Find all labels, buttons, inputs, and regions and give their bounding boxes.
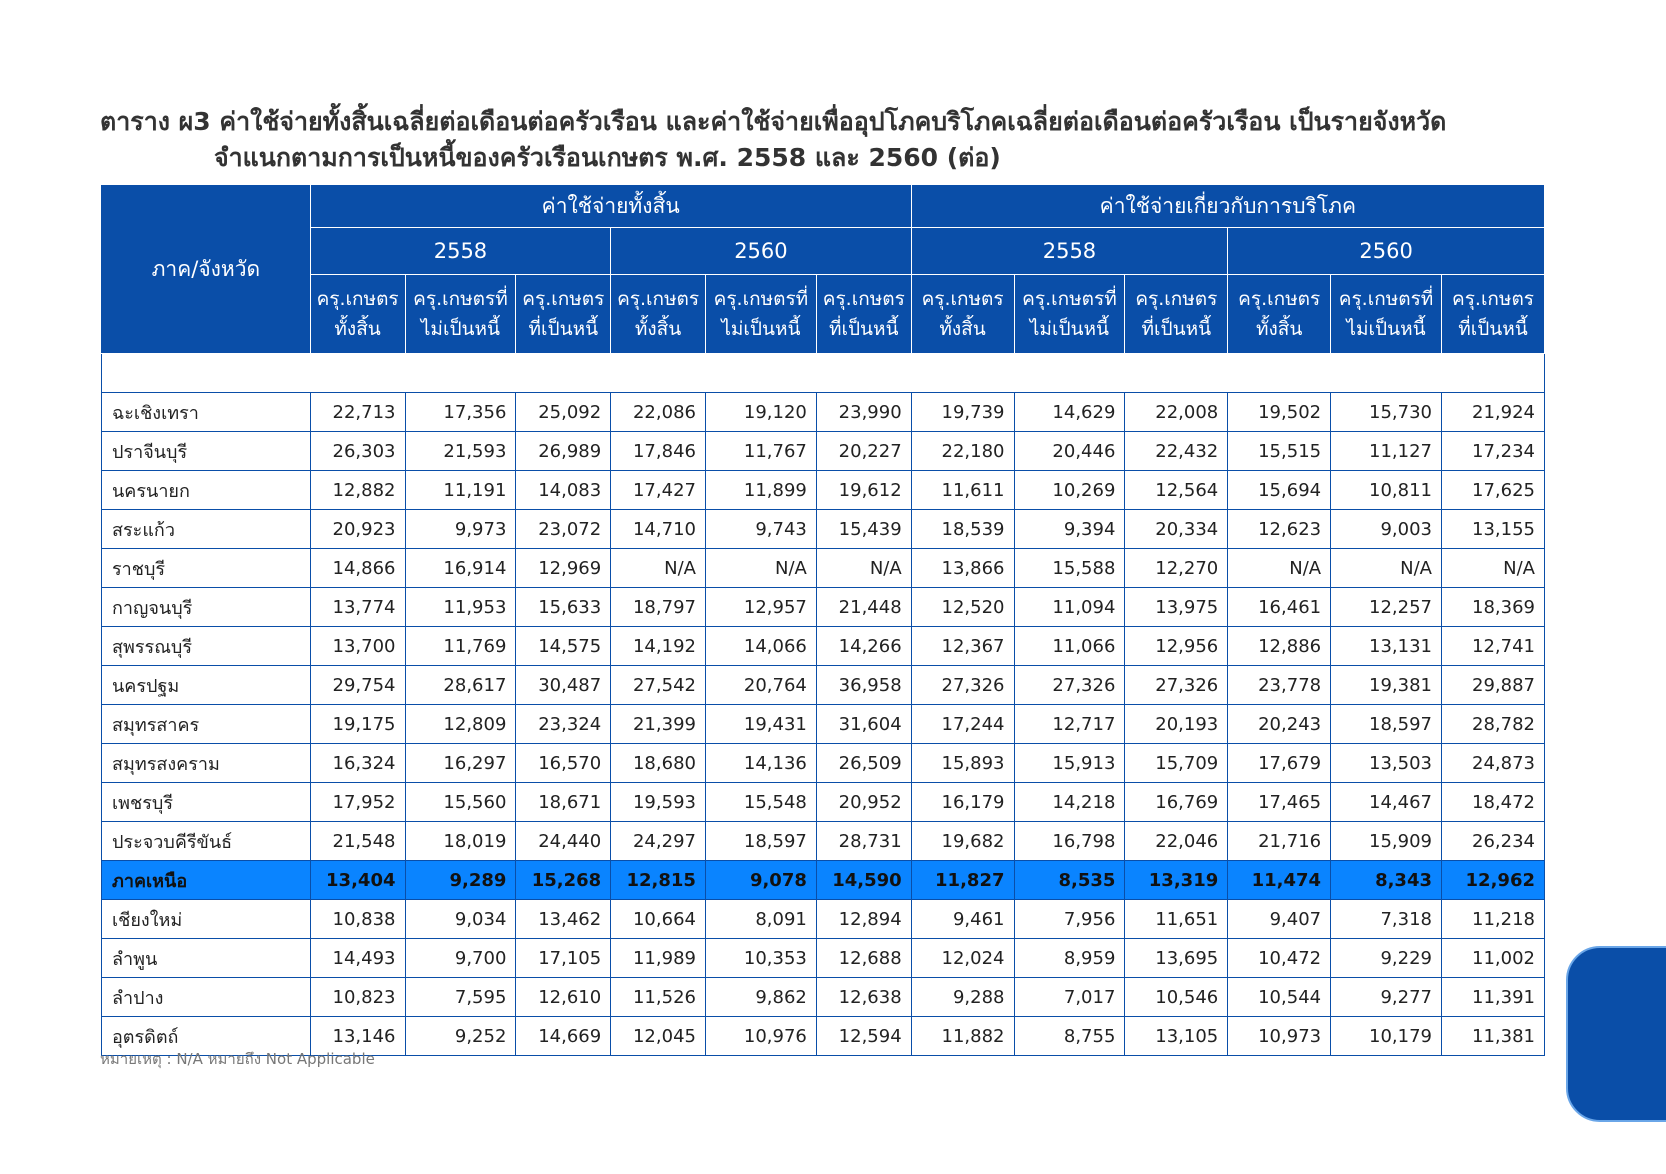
province-name: นครปฐม <box>102 666 311 705</box>
value-cell: 17,952 <box>310 783 405 822</box>
value-cell: 12,638 <box>816 978 911 1017</box>
value-cell: 14,066 <box>705 627 816 666</box>
header-subcolumn <box>611 275 706 354</box>
footnote: หมายเหตุ : N/A หมายถึง Not Applicable <box>100 1050 375 1068</box>
value-cell: 7,595 <box>405 978 516 1017</box>
value-cell: 26,303 <box>310 432 405 471</box>
header-year: 2558 <box>310 228 610 275</box>
value-cell: 16,461 <box>1228 588 1331 627</box>
header-subcolumn-line2: ทั้งสิ้น <box>334 318 381 340</box>
value-cell: 14,218 <box>1014 783 1125 822</box>
value-cell: 10,353 <box>705 939 816 978</box>
value-cell: 10,472 <box>1228 939 1331 978</box>
value-cell: 18,797 <box>611 588 706 627</box>
header-subcolumn-line1: ครุ.เกษตร <box>1451 288 1535 310</box>
value-cell: 12,270 <box>1125 549 1228 588</box>
value-cell: 8,755 <box>1014 1017 1125 1056</box>
value-cell: 9,973 <box>405 510 516 549</box>
value-cell: 12,882 <box>310 471 405 510</box>
value-cell: 11,882 <box>911 1017 1014 1056</box>
header-subcolumn-line2: ที่เป็นหนี้ <box>828 318 899 340</box>
header-subcolumn <box>1442 275 1545 354</box>
value-cell: 19,682 <box>911 822 1014 861</box>
table-row <box>102 510 1545 549</box>
value-cell: 14,493 <box>310 939 405 978</box>
value-cell: 14,710 <box>611 510 706 549</box>
value-cell: 14,575 <box>516 627 611 666</box>
value-cell: 11,989 <box>611 939 706 978</box>
header-subcolumn-line1: ครุ.เกษตรที่ <box>1022 288 1117 310</box>
value-cell: 12,045 <box>611 1017 706 1056</box>
province-name: ปราจีนบุรี <box>102 432 311 471</box>
header-subcolumn-line1: ครุ.เกษตร <box>822 288 905 310</box>
value-cell: 9,407 <box>1228 900 1331 939</box>
value-cell: 23,324 <box>516 705 611 744</box>
value-cell: 29,887 <box>1442 666 1545 705</box>
value-cell: 16,179 <box>911 783 1014 822</box>
table-title <box>100 104 1446 176</box>
value-cell: 12,894 <box>816 900 911 939</box>
value-cell: 13,131 <box>1331 627 1442 666</box>
value-cell: 19,593 <box>611 783 706 822</box>
value-cell: N/A <box>816 549 911 588</box>
value-cell: 9,003 <box>1331 510 1442 549</box>
value-cell: 14,136 <box>705 744 816 783</box>
value-cell: 12,957 <box>705 588 816 627</box>
header-subcolumn <box>816 275 911 354</box>
value-cell: 17,625 <box>1442 471 1545 510</box>
value-cell: 12,688 <box>816 939 911 978</box>
value-cell: 24,297 <box>611 822 706 861</box>
province-name: ลำพูน <box>102 939 311 978</box>
value-cell: 13,462 <box>516 900 611 939</box>
table-row-region <box>102 861 1545 900</box>
table-body <box>102 354 1545 1056</box>
value-cell: 15,439 <box>816 510 911 549</box>
value-cell: 11,094 <box>1014 588 1125 627</box>
value-cell: 13,700 <box>310 627 405 666</box>
value-cell: 15,588 <box>1014 549 1125 588</box>
value-cell: 10,823 <box>310 978 405 1017</box>
value-cell: 10,973 <box>1228 1017 1331 1056</box>
value-cell: 19,381 <box>1331 666 1442 705</box>
value-cell: 14,192 <box>611 627 706 666</box>
value-cell: 20,243 <box>1228 705 1331 744</box>
header-year: 2558 <box>911 228 1228 275</box>
header-subcolumn-line2: ที่เป็นหนี้ <box>1458 318 1528 340</box>
value-cell: 25,092 <box>516 393 611 432</box>
value-cell: 27,326 <box>911 666 1014 705</box>
value-cell: 12,969 <box>516 549 611 588</box>
province-name: เชียงใหม่ <box>102 900 311 939</box>
value-cell: 11,391 <box>1442 978 1545 1017</box>
value-cell: 20,334 <box>1125 510 1228 549</box>
value-cell: 13,404 <box>310 861 405 900</box>
value-cell: 11,127 <box>1331 432 1442 471</box>
value-cell: 19,502 <box>1228 393 1331 432</box>
value-cell: 19,120 <box>705 393 816 432</box>
header-subcolumn <box>1125 275 1228 354</box>
value-cell: 20,193 <box>1125 705 1228 744</box>
value-cell: 10,546 <box>1125 978 1228 1017</box>
value-cell: 18,597 <box>1331 705 1442 744</box>
value-cell: 16,570 <box>516 744 611 783</box>
table-row <box>102 939 1545 978</box>
value-cell: 12,520 <box>911 588 1014 627</box>
header-subcolumns <box>102 275 1545 354</box>
header-subcolumn <box>1331 275 1442 354</box>
table-row <box>102 822 1545 861</box>
value-cell: 10,269 <box>1014 471 1125 510</box>
header-subcolumn-line2: ทั้งสิ้น <box>1255 318 1303 340</box>
value-cell: 21,448 <box>816 588 911 627</box>
value-cell: 26,989 <box>516 432 611 471</box>
value-cell: 10,664 <box>611 900 706 939</box>
value-cell: 11,381 <box>1442 1017 1545 1056</box>
value-cell: 17,465 <box>1228 783 1331 822</box>
header-subcolumn-line2: ไม่เป็นหนี้ <box>1346 318 1426 340</box>
title-line-1: ตาราง ผ3 ค่าใช้จ่ายทั้งสิ้นเฉลี่ยต่อเดือนต่อครัวเรือน และค่าใช้จ่ายเพื่ออุปโภคบริโภคเฉลี่ยต่อเดือนต่อครัวเรือน เป็นรายจังหวัด <box>100 107 1447 136</box>
value-cell: 18,472 <box>1442 783 1545 822</box>
header-subcolumn-line2: ที่เป็นหนี้ <box>528 318 599 340</box>
value-cell: 16,769 <box>1125 783 1228 822</box>
value-cell: 9,034 <box>405 900 516 939</box>
header-subcolumn-line1: ครุ.เกษตรที่ <box>1338 288 1434 310</box>
value-cell: 19,431 <box>705 705 816 744</box>
value-cell: 21,924 <box>1442 393 1545 432</box>
value-cell: 15,633 <box>516 588 611 627</box>
value-cell: 12,956 <box>1125 627 1228 666</box>
value-cell: 9,743 <box>705 510 816 549</box>
value-cell: 14,083 <box>516 471 611 510</box>
value-cell: 19,175 <box>310 705 405 744</box>
value-cell: 21,593 <box>405 432 516 471</box>
value-cell: 10,179 <box>1331 1017 1442 1056</box>
header-subcolumn <box>310 275 405 354</box>
header-subcolumn <box>516 275 611 354</box>
value-cell: 8,343 <box>1331 861 1442 900</box>
value-cell: 23,990 <box>816 393 911 432</box>
value-cell: 14,266 <box>816 627 911 666</box>
value-cell: 16,324 <box>310 744 405 783</box>
value-cell: 13,866 <box>911 549 1014 588</box>
header-subcolumn-line1: ครุ.เกษตร <box>1135 288 1218 310</box>
value-cell: 8,959 <box>1014 939 1125 978</box>
value-cell: 27,326 <box>1125 666 1228 705</box>
value-cell: 9,277 <box>1331 978 1442 1017</box>
header-subcolumn-line1: ครุ.เกษตรที่ <box>713 288 809 310</box>
province-name: สุพรรณบุรี <box>102 627 311 666</box>
value-cell: 20,952 <box>816 783 911 822</box>
value-cell: 24,873 <box>1442 744 1545 783</box>
value-cell: 11,827 <box>911 861 1014 900</box>
province-name: อุตรดิตถ์ <box>102 1017 311 1056</box>
value-cell: 11,218 <box>1442 900 1545 939</box>
province-name: เพชรบุรี <box>102 783 311 822</box>
value-cell: N/A <box>611 549 706 588</box>
data-table <box>101 184 1545 1056</box>
table-row <box>102 666 1545 705</box>
value-cell: 18,369 <box>1442 588 1545 627</box>
value-cell: 15,893 <box>911 744 1014 783</box>
header-subcolumn-line1: ครุ.เกษตร <box>316 288 399 310</box>
value-cell: 20,446 <box>1014 432 1125 471</box>
title-line-2: จำแนกตามการเป็นหนี้ของครัวเรือนเกษตร พ.ศ. 2558 และ 2560 (ต่อ) <box>214 143 1001 172</box>
header-subcolumn-line2: ทั้งสิ้น <box>634 318 682 340</box>
value-cell: 12,815 <box>611 861 706 900</box>
value-cell: 19,612 <box>816 471 911 510</box>
table-header <box>102 185 1545 354</box>
value-cell: 10,811 <box>1331 471 1442 510</box>
value-cell: 12,257 <box>1331 588 1442 627</box>
value-cell: 18,597 <box>705 822 816 861</box>
value-cell: 12,886 <box>1228 627 1331 666</box>
value-cell: 30,487 <box>516 666 611 705</box>
value-cell: 15,515 <box>1228 432 1331 471</box>
header-subcolumn-line1: ครุ.เกษตรที่ <box>413 288 508 310</box>
value-cell: 7,318 <box>1331 900 1442 939</box>
value-cell: 13,695 <box>1125 939 1228 978</box>
header-subcolumn <box>1228 275 1331 354</box>
value-cell: 9,700 <box>405 939 516 978</box>
value-cell: 21,716 <box>1228 822 1331 861</box>
value-cell: 22,713 <box>310 393 405 432</box>
value-cell: 14,590 <box>816 861 911 900</box>
value-cell: 13,155 <box>1442 510 1545 549</box>
value-cell: 11,526 <box>611 978 706 1017</box>
value-cell: 7,017 <box>1014 978 1125 1017</box>
value-cell: 20,764 <box>705 666 816 705</box>
value-cell: 18,671 <box>516 783 611 822</box>
value-cell: 10,976 <box>705 1017 816 1056</box>
header-subcolumn-line2: ที่เป็นหนี้ <box>1141 318 1212 340</box>
value-cell: 27,326 <box>1014 666 1125 705</box>
value-cell: 12,962 <box>1442 861 1545 900</box>
province-name: ลำปาง <box>102 978 311 1017</box>
table-row <box>102 549 1545 588</box>
value-cell: 14,669 <box>516 1017 611 1056</box>
header-subcolumn <box>1014 275 1125 354</box>
value-cell: 12,623 <box>1228 510 1331 549</box>
header-group-total: ค่าใช้จ่ายทั้งสิ้น <box>310 185 911 228</box>
value-cell: 31,604 <box>816 705 911 744</box>
value-cell: N/A <box>1442 549 1545 588</box>
header-subcolumn-line2: ไม่เป็นหนี้ <box>1029 318 1110 340</box>
province-name: กาญจนบุรี <box>102 588 311 627</box>
value-cell: 11,066 <box>1014 627 1125 666</box>
value-cell: 11,899 <box>705 471 816 510</box>
table-row <box>102 783 1545 822</box>
province-name: สมุทรสงคราม <box>102 744 311 783</box>
value-cell: 26,234 <box>1442 822 1545 861</box>
province-name: สมุทรสาคร <box>102 705 311 744</box>
value-cell: 22,008 <box>1125 393 1228 432</box>
value-cell: 21,548 <box>310 822 405 861</box>
value-cell: 8,091 <box>705 900 816 939</box>
value-cell: 12,741 <box>1442 627 1545 666</box>
value-cell: 10,838 <box>310 900 405 939</box>
header-year: 2560 <box>611 228 911 275</box>
value-cell: N/A <box>1228 549 1331 588</box>
value-cell: 11,767 <box>705 432 816 471</box>
value-cell: 12,717 <box>1014 705 1125 744</box>
value-cell: 11,002 <box>1442 939 1545 978</box>
value-cell: 9,288 <box>911 978 1014 1017</box>
value-cell: 13,146 <box>310 1017 405 1056</box>
value-cell: 16,798 <box>1014 822 1125 861</box>
value-cell: 13,975 <box>1125 588 1228 627</box>
value-cell: 11,953 <box>405 588 516 627</box>
table-row <box>102 471 1545 510</box>
header-subcolumn <box>705 275 816 354</box>
header-subcolumn-line2: ไม่เป็นหนี้ <box>420 318 501 340</box>
value-cell: 36,958 <box>816 666 911 705</box>
page-tab <box>1566 946 1666 1122</box>
value-cell: 28,782 <box>1442 705 1545 744</box>
value-cell: 29,754 <box>310 666 405 705</box>
value-cell: 9,289 <box>405 861 516 900</box>
table-row <box>102 588 1545 627</box>
value-cell: 9,461 <box>911 900 1014 939</box>
value-cell: 18,539 <box>911 510 1014 549</box>
table-row <box>102 900 1545 939</box>
value-cell: 17,105 <box>516 939 611 978</box>
value-cell: 10,544 <box>1228 978 1331 1017</box>
value-cell: 16,914 <box>405 549 516 588</box>
value-cell: 12,809 <box>405 705 516 744</box>
header-subcolumn-line1: ครุ.เกษตร <box>1238 288 1321 310</box>
value-cell: 12,610 <box>516 978 611 1017</box>
value-cell: 11,474 <box>1228 861 1331 900</box>
value-cell: 26,509 <box>816 744 911 783</box>
table-row <box>102 432 1545 471</box>
province-name: ราชบุรี <box>102 549 311 588</box>
province-name: นครนายก <box>102 471 311 510</box>
header-year: 2560 <box>1228 228 1545 275</box>
table-row <box>102 978 1545 1017</box>
province-name: สระแก้ว <box>102 510 311 549</box>
value-cell: 9,229 <box>1331 939 1442 978</box>
value-cell: 20,923 <box>310 510 405 549</box>
value-cell: 15,560 <box>405 783 516 822</box>
value-cell: 24,440 <box>516 822 611 861</box>
province-name: ประจวบคีรีขันธ์ <box>102 822 311 861</box>
value-cell: 11,191 <box>405 471 516 510</box>
value-cell: 9,394 <box>1014 510 1125 549</box>
value-cell: 17,846 <box>611 432 706 471</box>
value-cell: 13,319 <box>1125 861 1228 900</box>
value-cell: 7,956 <box>1014 900 1125 939</box>
value-cell: 11,651 <box>1125 900 1228 939</box>
value-cell: 11,611 <box>911 471 1014 510</box>
value-cell: 18,680 <box>611 744 706 783</box>
value-cell: 8,535 <box>1014 861 1125 900</box>
value-cell: 16,297 <box>405 744 516 783</box>
value-cell: 9,078 <box>705 861 816 900</box>
value-cell: 21,399 <box>611 705 706 744</box>
value-cell: 13,774 <box>310 588 405 627</box>
value-cell: 22,086 <box>611 393 706 432</box>
value-cell: 9,862 <box>705 978 816 1017</box>
value-cell: 14,467 <box>1331 783 1442 822</box>
value-cell: 22,432 <box>1125 432 1228 471</box>
header-group-consumption: ค่าใช้จ่ายเกี่ยวกับการบริโภค <box>911 185 1544 228</box>
value-cell: 18,019 <box>405 822 516 861</box>
value-cell: N/A <box>1331 549 1442 588</box>
table-row <box>102 705 1545 744</box>
value-cell: 12,024 <box>911 939 1014 978</box>
value-cell: N/A <box>705 549 816 588</box>
value-cell: 19,739 <box>911 393 1014 432</box>
value-cell: 22,180 <box>911 432 1014 471</box>
value-cell: 17,427 <box>611 471 706 510</box>
value-cell: 28,731 <box>816 822 911 861</box>
value-cell: 15,730 <box>1331 393 1442 432</box>
value-cell: 23,072 <box>516 510 611 549</box>
value-cell: 17,356 <box>405 393 516 432</box>
province-name: ฉะเชิงเทรา <box>102 393 311 432</box>
value-cell: 20,227 <box>816 432 911 471</box>
value-cell: 15,913 <box>1014 744 1125 783</box>
province-name: ภาคเหนือ <box>102 861 311 900</box>
header-subcolumn-line2: ทั้งสิ้น <box>939 318 986 340</box>
value-cell: 17,234 <box>1442 432 1545 471</box>
value-cell: 14,629 <box>1014 393 1125 432</box>
header-subcolumn <box>405 275 516 354</box>
value-cell: 9,252 <box>405 1017 516 1056</box>
header-region: ภาค/จังหวัด <box>102 185 311 354</box>
value-cell: 28,617 <box>405 666 516 705</box>
table-row <box>102 627 1545 666</box>
value-cell: 14,866 <box>310 549 405 588</box>
value-cell: 27,542 <box>611 666 706 705</box>
table-row <box>102 744 1545 783</box>
value-cell: 12,594 <box>816 1017 911 1056</box>
value-cell: 15,709 <box>1125 744 1228 783</box>
value-cell: 17,679 <box>1228 744 1331 783</box>
value-cell: 13,105 <box>1125 1017 1228 1056</box>
header-subcolumn <box>911 275 1014 354</box>
value-cell: 12,367 <box>911 627 1014 666</box>
value-cell: 15,548 <box>705 783 816 822</box>
value-cell: 22,046 <box>1125 822 1228 861</box>
header-subcolumn-line1: ครุ.เกษตร <box>617 288 700 310</box>
header-subcolumn-line1: ครุ.เกษตร <box>921 288 1004 310</box>
value-cell: 15,694 <box>1228 471 1331 510</box>
value-cell: 13,503 <box>1331 744 1442 783</box>
header-subcolumn-line2: ไม่เป็นหนี้ <box>721 318 801 340</box>
value-cell: 11,769 <box>405 627 516 666</box>
header-subcolumn-line1: ครุ.เกษตร <box>522 288 605 310</box>
value-cell: 15,909 <box>1331 822 1442 861</box>
value-cell: 12,564 <box>1125 471 1228 510</box>
value-cell: 17,244 <box>911 705 1014 744</box>
value-cell: 15,268 <box>516 861 611 900</box>
table-row <box>102 393 1545 432</box>
value-cell: 23,778 <box>1228 666 1331 705</box>
